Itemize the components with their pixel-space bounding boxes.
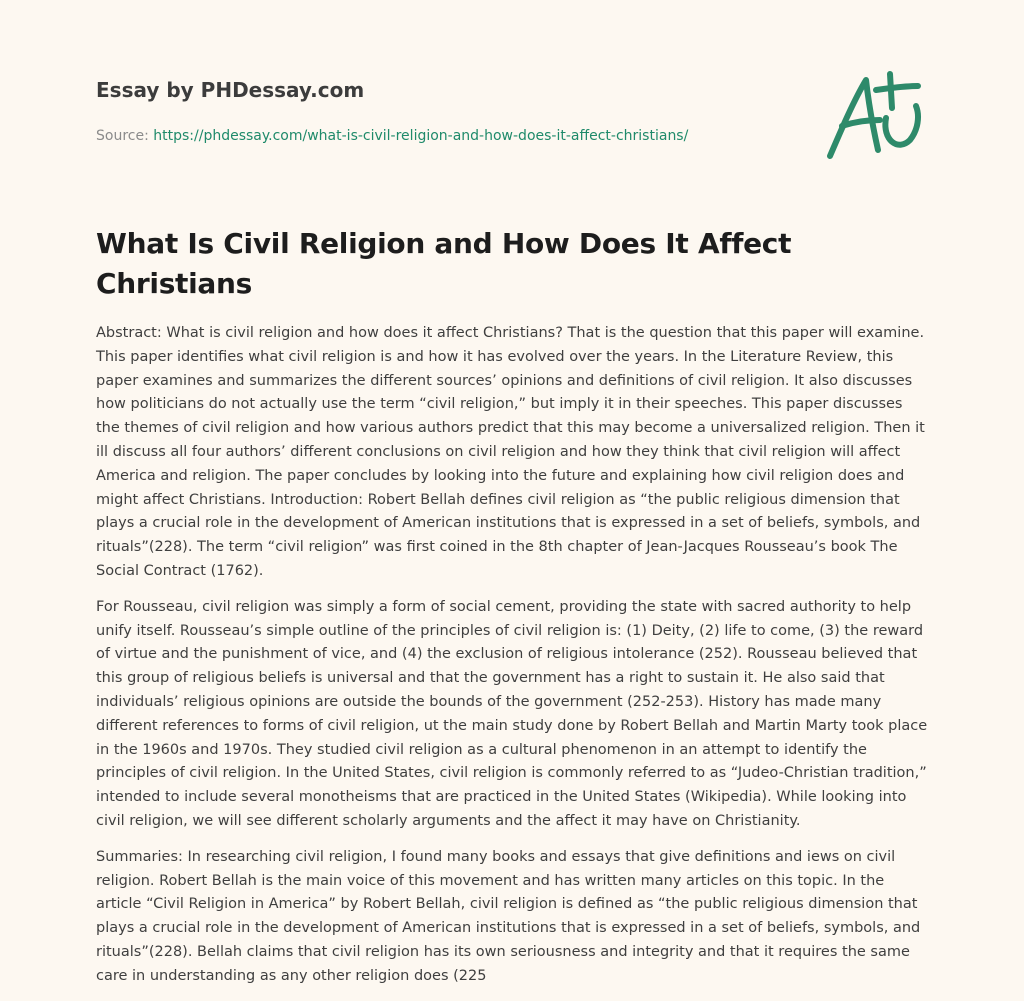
- essay-paragraph: Abstract: What is civil religion and how does it affect Christians? That is the question that this paper will examine. This paper identifies what civil religion is and how it has evolved over the years. In the Literature Review, this paper examines and summarizes the different sources’ opinions and definitions of civil religion. It also discusses how politicians do not actually use the term “civil religion,” but imply it in their speeches. This paper discusses the themes of civil religion and how various authors predict that this may become a universalized religion. Then it ill discuss all four authors’ different conclusions on civil religion and how they think that civil religion will affect America and religion. The paper concludes by looking into the future and explaining how civil religion does and might affect Christians. Introduction: Robert Bellah defines civil religion as “the public religious dimension that plays a crucial role in the development of American institutions that is expressed in a set of beliefs, symbols, and rituals”(228). The term “civil religion” was first coined in the 8th chapter of Jean-Jacques Rousseau’s book The Social Contract (1762).: [96, 325, 925, 579]
- essay-content: [96, 224, 928, 1001]
- source-line: [96, 126, 796, 146]
- essay-title: What Is Civil Religion and How Does It Affect Christians: [96, 227, 792, 300]
- page-header: [96, 76, 796, 146]
- a-plus-logo-icon: [820, 68, 930, 168]
- source-link[interactable]: https://phdessay.com/what-is-civil-religion-and-how-does-it-affect-christians/: [153, 128, 689, 144]
- site-title: Essay by PHDessay.com: [96, 78, 365, 102]
- essay-paragraph: Summaries: In researching civil religion, I found many books and essays that give definitions and iews on civil religion. Robert Bellah is the main voice of this movement and has written many articles on this topic. In the article “Civil Religion in America” by Robert Bellah, civil religion is defined as “the public religious dimension that plays a crucial role in the development of American institutions that is expressed in a set of beliefs, symbols, and rituals”(228). Bellah claims that civil religion has its own seriousness and integrity and that it requires the same care in understanding as any other religion does (225: [96, 848, 921, 984]
- source-label: Source:: [96, 128, 154, 144]
- essay-paragraph: For Rousseau, civil religion was simply a form of social cement, providing the state with sacred authority to help unify itself. Rousseau’s simple outline of the principles of civil religion is: (1) Deity, (2) life to come, (3) the reward of virtue and the punishment of vice, and (4) the exclusion of religious intolerance (252). Rousseau believed that this group of religious beliefs is universal and that the government has a right to sustain it. He also said that individuals’ religious opinions are outside the bounds of the government (252-253). History has made many different references to forms of civil religion, ut the main study done by Robert Bellah and Martin Marty took place in the 1960s and 1970s. They studied civil religion as a cultural phenomenon in an attempt to identify the principles of civil religion. In the United States, civil religion is commonly referred to as “Judeo-Christian tradition,” intended to include several monotheisms that are practiced in the United States (Wikipedia). While looking into civil religion, we will see different scholarly arguments and the affect it may have on Christianity.: [96, 598, 928, 829]
